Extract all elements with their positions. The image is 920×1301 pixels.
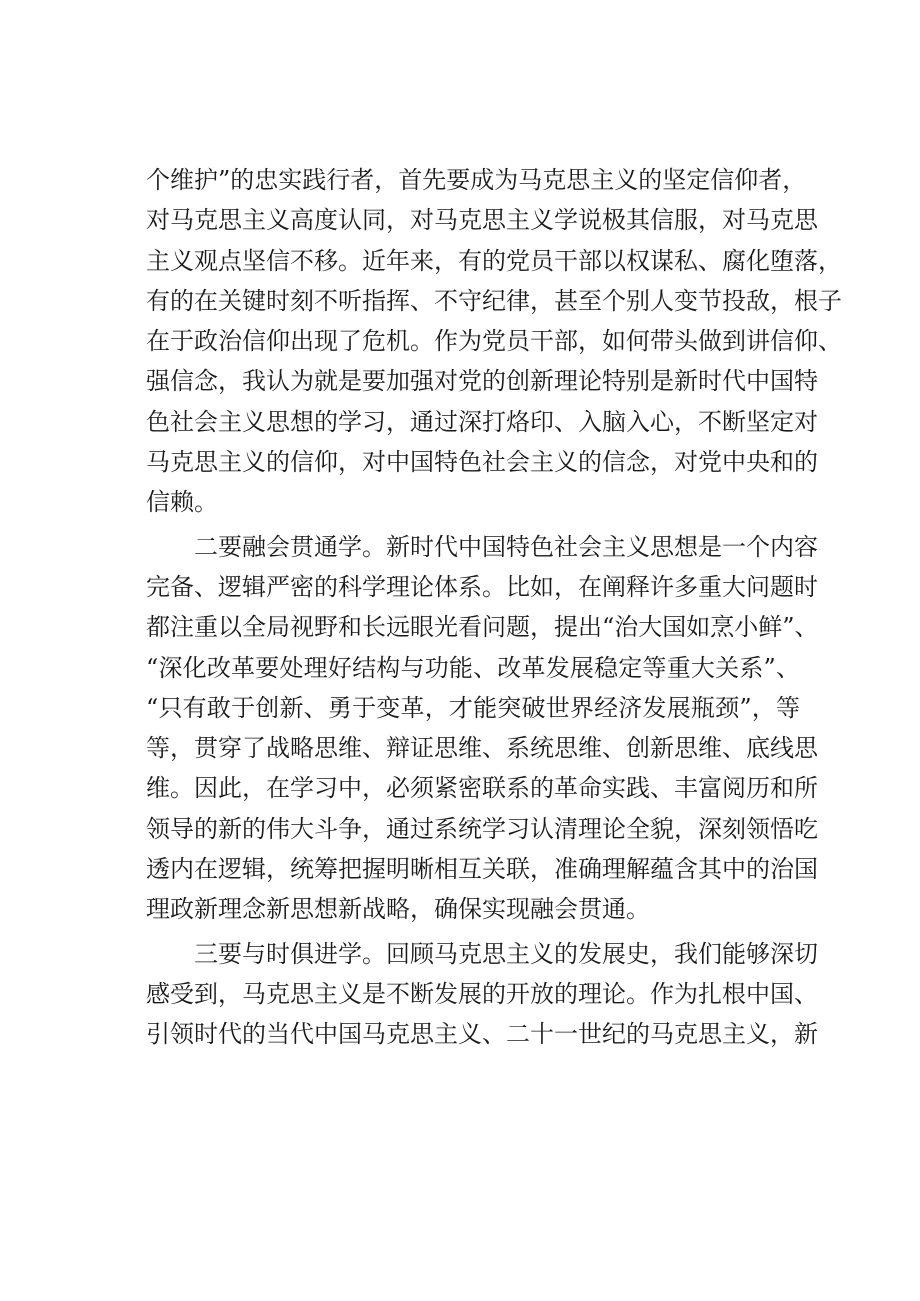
paragraph-line: 有的在关键时刻不听指挥、不守纪律，甚至个别人变节投敌，根子	[146, 286, 842, 315]
paragraph-line: 等，贯穿了战略思维、辩证思维、系统思维、创新思维、底线思	[146, 734, 818, 763]
paragraph-line: 强信念，我认为就是要加强对党的创新理论特别是新时代中国特	[146, 367, 818, 396]
paragraph-line: 马克思主义的信仰，对中国特色社会主义的信念，对党中央和的	[146, 448, 818, 477]
paragraph-line: 完备、逻辑严密的科学理论体系。比如，在阐释许多重大问题时	[146, 572, 818, 601]
paragraph-line: 透内在逻辑，统筹把握明晰相互关联，准确理解蕴含其中的治国	[146, 855, 818, 884]
paragraph-line: “只有敢于创新、勇于变革，才能突破世界经济发展瓶颈”，等	[146, 693, 800, 722]
paragraph-line: “深化改革要处理好结构与功能、改革发展稳定等重大关系”、	[146, 653, 800, 682]
paragraph-line: 个维护”的忠实践行者，首先要成为马克思主义的坚定信仰者，	[146, 166, 807, 194]
paragraph-line: 二要融会贯通学。新时代中国特色社会主义思想是一个内容	[146, 532, 818, 561]
paragraph-3	[146, 934, 818, 1055]
paragraph-line: 领导的新的伟大斗争，通过系统学习认清理论全貌，深刻领悟吃	[146, 814, 818, 843]
paragraph-line: 理政新理念新思想新战略，确保实现融会贯通。	[146, 895, 650, 924]
paragraph-line: 在于政治信仰出现了危机。作为党员干部，如何带头做到讲信仰、	[146, 327, 842, 356]
paragraph-line: 对马克思主义高度认同，对马克思主义学说极其信服，对马克思	[146, 206, 818, 235]
paragraph-line: 感受到，马克思主义是不断发展的开放的理论。作为扎根中国、	[146, 979, 818, 1008]
paragraph-line: 信赖。	[146, 488, 218, 517]
paragraph-line: 都注重以全局视野和长远眼光看问题，提出“治大国如烹小鲜”、	[146, 613, 819, 642]
document-body	[146, 160, 842, 1055]
paragraph-line: 主义观点坚信不移。近年来，有的党员干部以权谋私、腐化堕落，	[146, 246, 842, 275]
paragraph-line: 三要与时俱进学。回顾马克思主义的发展史，我们能够深切	[146, 939, 818, 968]
paragraph-line: 引领时代的当代中国马克思主义、二十一世纪的马克思主义，新	[146, 1020, 818, 1049]
paragraph-1	[146, 160, 842, 523]
paragraph-line: 色社会主义思想的学习，通过深打烙印、入脑入心，不断坚定对	[146, 407, 818, 436]
paragraph-2	[146, 527, 819, 930]
paragraph-line: 维。因此，在学习中，必须紧密联系的革命实践、丰富阅历和所	[146, 774, 818, 803]
